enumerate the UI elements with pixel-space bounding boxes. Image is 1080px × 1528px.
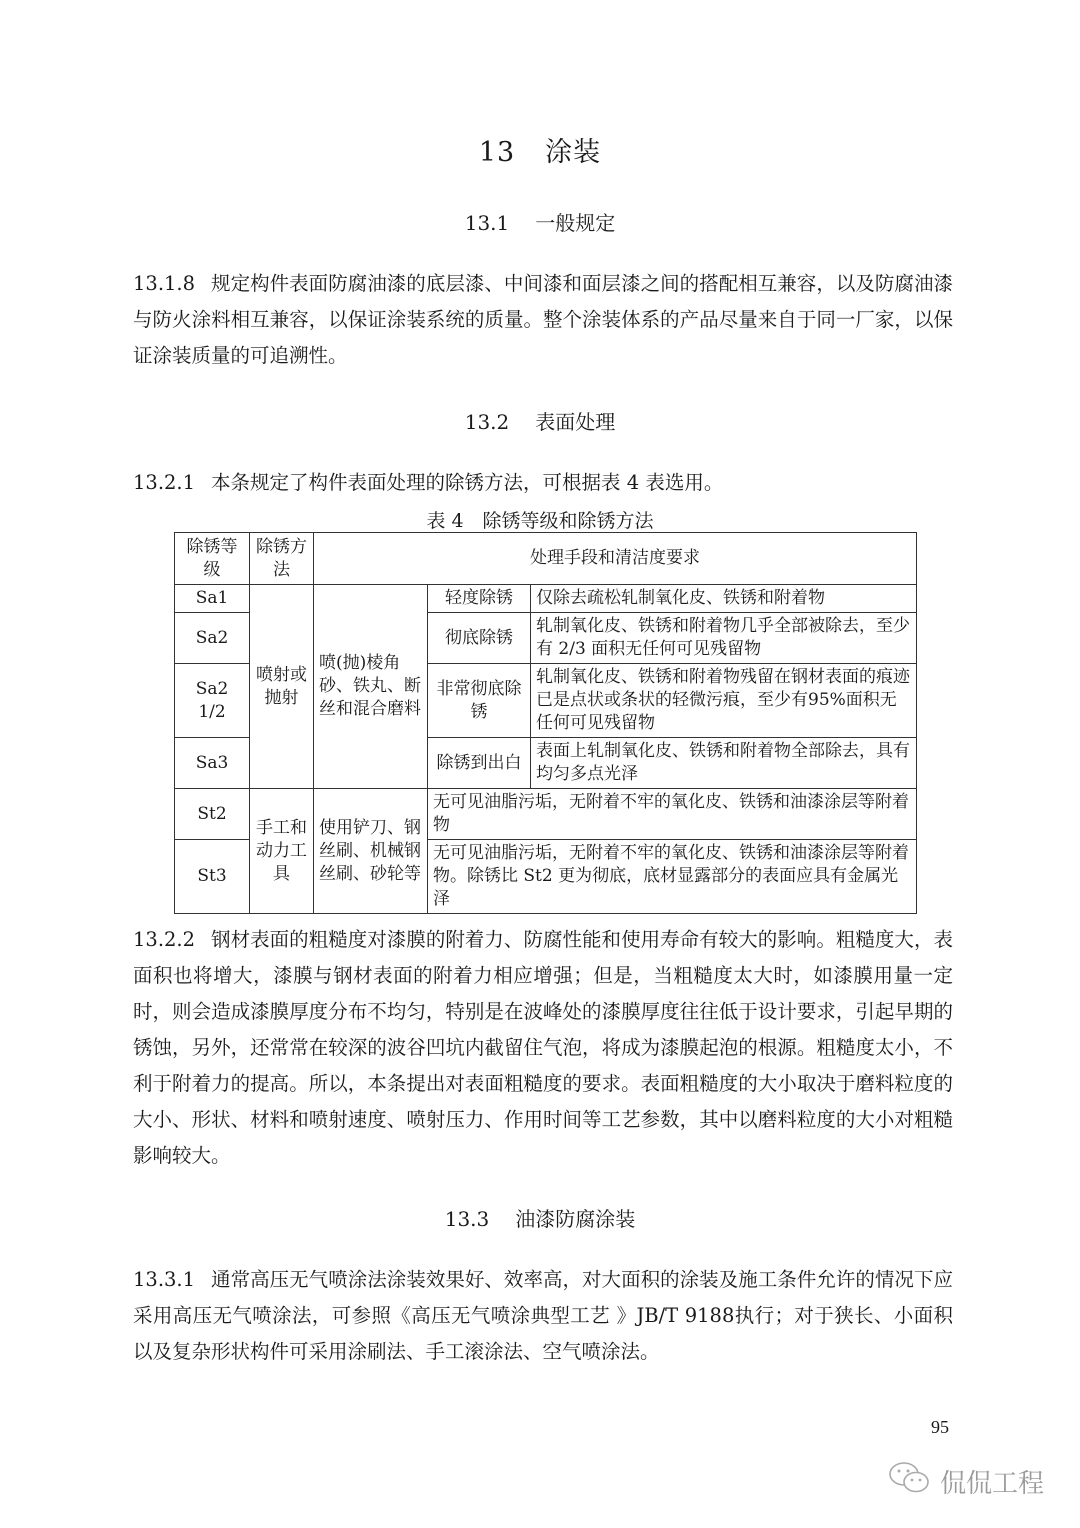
level-cell: 轻度除锈 bbox=[428, 585, 531, 613]
watermark bbox=[888, 1460, 1044, 1503]
desc-cell: 仅除去疏松轧制氧化皮、铁锈和附着物 bbox=[531, 585, 917, 613]
clause-number: 13.2.1 bbox=[133, 471, 196, 494]
page-number: 95 bbox=[931, 1417, 949, 1437]
header-requirement: 处理手段和清洁度要求 bbox=[314, 533, 917, 585]
paragraph-13-3-1 bbox=[133, 1262, 953, 1370]
section-title: 表面处理 bbox=[535, 410, 616, 434]
clause-text: 本条规定了构件表面处理的除锈方法，可根据表 4 表选用。 bbox=[211, 471, 724, 494]
desc-cell: 轧制氧化皮、铁锈和附着物几乎全部被除去，至少有 2/3 面积无任何可见残留物 bbox=[531, 613, 917, 664]
level-cell: 除锈到出白 bbox=[428, 738, 531, 789]
section-heading bbox=[0, 406, 1080, 435]
section-number: 13.1 bbox=[464, 211, 510, 235]
table-header-row bbox=[175, 533, 917, 585]
desc-cell: 轧制氧化皮、铁锈和附着物残留在钢材表面的痕迹已是点状或条状的轻微污痕，至少有95%面积无任何可见残留物 bbox=[531, 664, 917, 738]
section-title: 一般规定 bbox=[535, 211, 616, 235]
method-cell: 喷射或抛射 bbox=[250, 585, 314, 789]
wechat-icon bbox=[888, 1460, 932, 1503]
header-method: 除锈方法 bbox=[250, 533, 314, 585]
table-row bbox=[175, 585, 917, 613]
grade-cell: St2 bbox=[175, 789, 250, 840]
grade-cell: Sa2 bbox=[175, 613, 250, 664]
chapter-number: 13 bbox=[478, 137, 516, 168]
grade-cell: St3 bbox=[175, 840, 250, 914]
grade-cell: Sa2 1/2 bbox=[175, 664, 250, 738]
chapter-title bbox=[0, 130, 1080, 169]
clause-text: 规定构件表面防腐油漆的底层漆、中间漆和面层漆之间的搭配相互兼容，以及防腐油漆与防火涂料相互兼容，以保证涂装系统的质量。整个涂装体系的产品尽量来自于同一厂家，以保证涂装质量的可追溯性。 bbox=[133, 272, 953, 367]
grade-cell: Sa1 bbox=[175, 585, 250, 613]
level-cell: 非常彻底除锈 bbox=[428, 664, 531, 738]
means-cell: 喷(抛)棱角砂、铁丸、断丝和混合磨料 bbox=[314, 585, 428, 789]
clause-text: 钢材表面的粗糙度对漆膜的附着力、防腐性能和使用寿命有较大的影响。粗糙度大，表面积也将增大，漆膜与钢材表面的附着力相应增强；但是，当粗糙度太大时，如漆膜用量一定时，则会造成漆膜厚度分布不均匀，特别是在波峰处的漆膜厚度往往低于设计要求，引起早期的锈蚀，另外，还常常在较深的波谷凹坑内截留住气泡，将成为漆膜起泡的根源。粗糙度太小，不利于附着力的提高。所以，本条提出对表面粗糙度的要求。表面粗糙度的大小取决于磨料粒度的大小、形状、材料和喷射速度、喷射压力、作用时间等工艺参数，其中以磨料粒度的大小对粗糙影响较大。 bbox=[133, 928, 953, 1167]
paragraph-13-1-8 bbox=[133, 266, 953, 374]
header-grade: 除锈等级 bbox=[175, 533, 250, 585]
desc-cell: 表面上轧制氧化皮、铁锈和附着物全部除去，具有均匀多点光泽 bbox=[531, 738, 917, 789]
clause-text: 通常高压无气喷涂法涂装效果好、效率高，对大面积的涂装及施工条件允许的情况下应采用高压无气喷涂法，可参照《高压无气喷涂典型工艺 》JB/T 9188执行；对于狭长、小面积以及复杂形状构件可采用涂刷法、手工滚涂法、空气喷涂法。 bbox=[133, 1268, 953, 1363]
chapter-name: 涂装 bbox=[545, 137, 602, 168]
watermark-text: 侃侃工程 bbox=[940, 1469, 1045, 1499]
section-heading bbox=[0, 207, 1080, 236]
means-cell: 使用铲刀、钢丝刷、机械钢丝刷、砂轮等 bbox=[314, 789, 428, 914]
desc-cell: 无可见油脂污垢，无附着不牢的氧化皮、铁锈和油漆涂层等附着物。除锈比 St2 更为彻底，底材显露部分的表面应具有金属光泽 bbox=[428, 840, 917, 914]
section-number: 13.2 bbox=[464, 410, 510, 434]
section-number: 13.3 bbox=[444, 1207, 490, 1231]
clause-number: 13.3.1 bbox=[133, 1268, 196, 1291]
derusting-table bbox=[174, 532, 917, 914]
method-cell: 手工和动力工具 bbox=[250, 789, 314, 914]
clause-number: 13.2.2 bbox=[133, 928, 196, 951]
clause-number: 13.1.8 bbox=[133, 272, 196, 295]
grade-cell: Sa3 bbox=[175, 738, 250, 789]
desc-cell: 无可见油脂污垢，无附着不牢的氧化皮、铁锈和油漆涂层等附着物 bbox=[428, 789, 917, 840]
table-row bbox=[175, 789, 917, 840]
paragraph-13-2-2 bbox=[133, 922, 953, 1174]
level-cell: 彻底除锈 bbox=[428, 613, 531, 664]
section-heading bbox=[0, 1203, 1080, 1232]
table-caption: 表 4 除锈等级和除锈方法 bbox=[426, 510, 654, 532]
paragraph-13-2-1 bbox=[133, 465, 953, 501]
section-title: 油漆防腐涂装 bbox=[515, 1207, 636, 1231]
